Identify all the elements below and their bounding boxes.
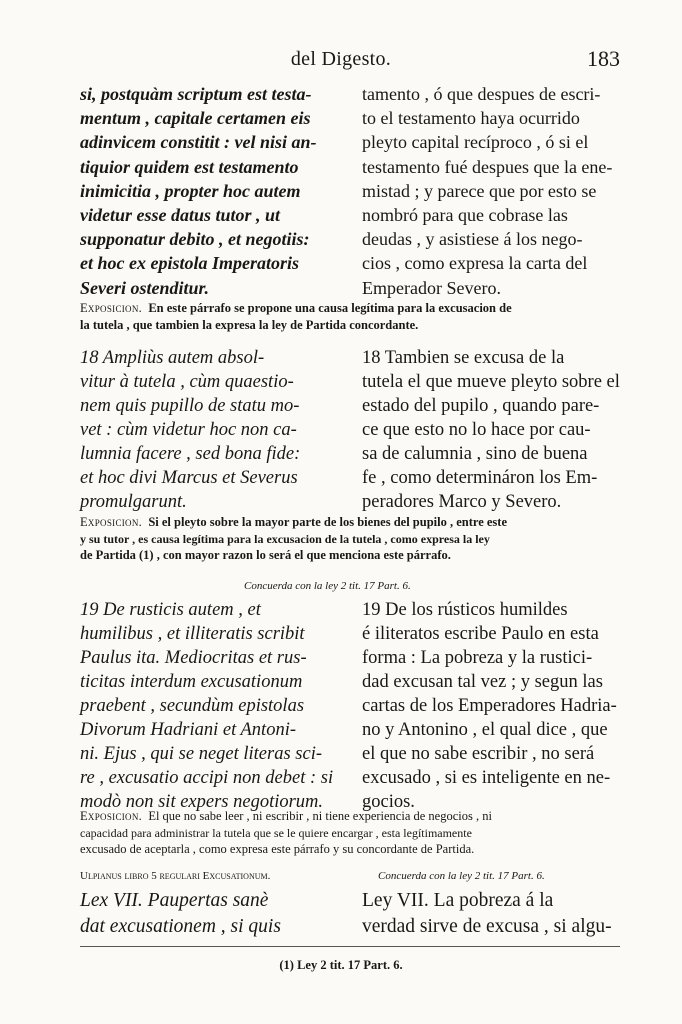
spanish-line: cios , como expresa la carta del xyxy=(362,253,588,274)
footnote-rule xyxy=(80,946,620,947)
spanish-line: dad excusan tal vez ; y segun las xyxy=(362,672,603,692)
spanish-column-4 xyxy=(362,888,620,940)
exposicion-line xyxy=(80,514,620,531)
spanish-line: verdad sirve de excusa , si algu- xyxy=(362,916,612,937)
exposicion-label: Exposicion. xyxy=(80,301,143,315)
spanish-line: tamento , ó que despues de escri- xyxy=(362,84,601,104)
latin-line: nem quis pupillo de statu mo- xyxy=(80,396,300,416)
spanish-line: tutela el que mueve pleyto sobre el xyxy=(362,372,620,392)
latin-line: vet : cùm videtur hoc non ca- xyxy=(80,420,297,440)
latin-line: humilibus , et illiteratis scribit xyxy=(80,624,305,644)
exposicion-line: y su tutor , es causa legítima para la excusacion de la tutela , como expresa la ley xyxy=(80,531,490,546)
source-note-right: Concuerda con la ley 2 tit. 17 Part. 6. xyxy=(378,870,545,882)
exposicion-line: de Partida (1) , con mayor razon lo será el que menciona este párrafo. xyxy=(80,548,451,562)
spanish-line: deudas , y asistiese á los nego- xyxy=(362,229,583,250)
latin-column-4 xyxy=(80,888,348,940)
latin-column-1 xyxy=(80,82,348,300)
exposicion-label: Exposicion. xyxy=(80,515,143,529)
latin-line: praebent , secundùm epistolas xyxy=(80,696,305,716)
latin-line: lumnia facere , sed bona fide: xyxy=(80,444,301,464)
spanish-line: é iliteratos escribe Paulo en esta xyxy=(362,624,599,644)
latin-line: ni. Ejus , qui se neget literas sci- xyxy=(80,744,323,764)
spanish-line: forma : La pobreza y la rustici- xyxy=(362,648,593,668)
latin-column-2 xyxy=(80,346,348,514)
exposicion-3 xyxy=(80,808,620,858)
footnote: (1) Ley 2 tit. 17 Part. 6. xyxy=(279,958,403,972)
spanish-line: sa de calumnia , sino de buena xyxy=(362,444,588,464)
latin-line: promulgarunt. xyxy=(80,492,187,512)
latin-line: ticitas interdum excusationum xyxy=(80,672,303,692)
page-number: 183 xyxy=(587,46,620,71)
exposicion-2 xyxy=(80,514,620,564)
latin-line: videtur esse datus tutor , ut xyxy=(80,205,281,226)
spanish-line: testamento fué despues que la ene- xyxy=(362,156,613,177)
spanish-line: gocios. xyxy=(362,792,415,812)
latin-line: supponatur debito , et negotiis: xyxy=(80,229,310,250)
latin-line: 19 De rusticis autem , et xyxy=(80,600,261,620)
spanish-column-1 xyxy=(362,82,620,300)
spanish-line: fe , como determináron los Em- xyxy=(362,468,598,488)
exposicion-text: El que no sabe leer , ni escribir , ni tiene experiencia de negocios , ni xyxy=(148,809,492,823)
spanish-line: 18 Tambien se excusa de la xyxy=(362,348,565,368)
spanish-line: Ley VII. La pobreza á la xyxy=(362,890,554,911)
spanish-line: pleyto capital recíproco , ó si el xyxy=(362,132,589,153)
latin-line: Lex VII. Paupertas sanè xyxy=(80,890,269,911)
latin-line: vitur à tutela , cùm quaestio- xyxy=(80,372,294,392)
latin-line: si, postquàm scriptum est testa- xyxy=(80,84,312,104)
spanish-line: estado del pupilo , quando pare- xyxy=(362,396,600,416)
latin-line: inimicitia , propter hoc autem xyxy=(80,180,301,201)
spanish-line: excusado , si es inteligente en ne- xyxy=(362,768,611,788)
exposicion-line xyxy=(80,300,620,317)
running-header: del Digesto. xyxy=(290,48,392,70)
latin-column-3 xyxy=(80,598,348,814)
latin-line: mentum , capitale certamen eis xyxy=(80,108,311,129)
latin-line: Divorum Hadriani et Antoni- xyxy=(80,720,296,740)
exposicion-1 xyxy=(80,300,620,333)
exposicion-text: En este párrafo se propone una causa legítima para la excusacion de xyxy=(148,301,512,315)
latin-line: re , excusatio accipi non debet : si xyxy=(80,768,334,788)
spanish-line: to el testamento haya ocurrido xyxy=(362,108,580,129)
latin-line: et hoc ex epistola Imperatoris xyxy=(80,253,299,274)
spanish-line: ce que esto no lo hace por cau- xyxy=(362,420,591,440)
latin-line: et hoc divi Marcus et Severus xyxy=(80,468,298,488)
exposicion-text: Si el pleyto sobre la mayor parte de los bienes del pupilo , entre este xyxy=(148,515,507,529)
spanish-line: no y Antonino , el qual dice , que xyxy=(362,720,608,740)
latin-line: modò non sit expers negotiorum. xyxy=(80,792,324,812)
latin-line: tiquior quidem est testamento xyxy=(80,156,299,177)
spanish-line: Emperador Severo. xyxy=(362,277,501,298)
exposicion-line: excusado de aceptarla , como expresa este párrafo y su concordante de Partida. xyxy=(80,842,475,856)
spanish-line: mistad ; y parece que por esto se xyxy=(362,180,597,201)
spanish-line: nombró para que cobrase las xyxy=(362,205,568,226)
latin-line: 18 Ampliùs autem absol- xyxy=(80,348,265,368)
spanish-line: 19 De los rústicos humildes xyxy=(362,600,568,620)
exposicion-line: capacidad para administrar la tutela que se le quiere encargar , esta legítimamente xyxy=(80,825,472,840)
latin-line: adinvicem constitit : vel nisi an- xyxy=(80,132,317,153)
latin-line: Paulus ita. Mediocritas et rus- xyxy=(80,648,307,668)
spanish-column-2 xyxy=(362,346,620,514)
spanish-column-3 xyxy=(362,598,620,814)
spanish-line: peradores Marco y Severo. xyxy=(362,492,562,512)
concordance-note: Concuerda con la ley 2 tit. 17 Part. 6. xyxy=(244,580,411,592)
latin-line: dat excusationem , si quis xyxy=(80,916,281,937)
spanish-line: el que no sabe escribir , no será xyxy=(362,744,595,764)
exposicion-line xyxy=(80,808,620,825)
latin-line: Severi ostenditur. xyxy=(80,277,210,298)
source-note-left: Ulpianus libro 5 regulari Excusationum. xyxy=(80,870,271,882)
exposicion-line: la tutela , que tambien la expresa la ley de Partida concordante. xyxy=(80,317,419,332)
spanish-line: cartas de los Emperadores Hadria- xyxy=(362,696,617,716)
exposicion-label: Exposicion. xyxy=(80,809,143,823)
